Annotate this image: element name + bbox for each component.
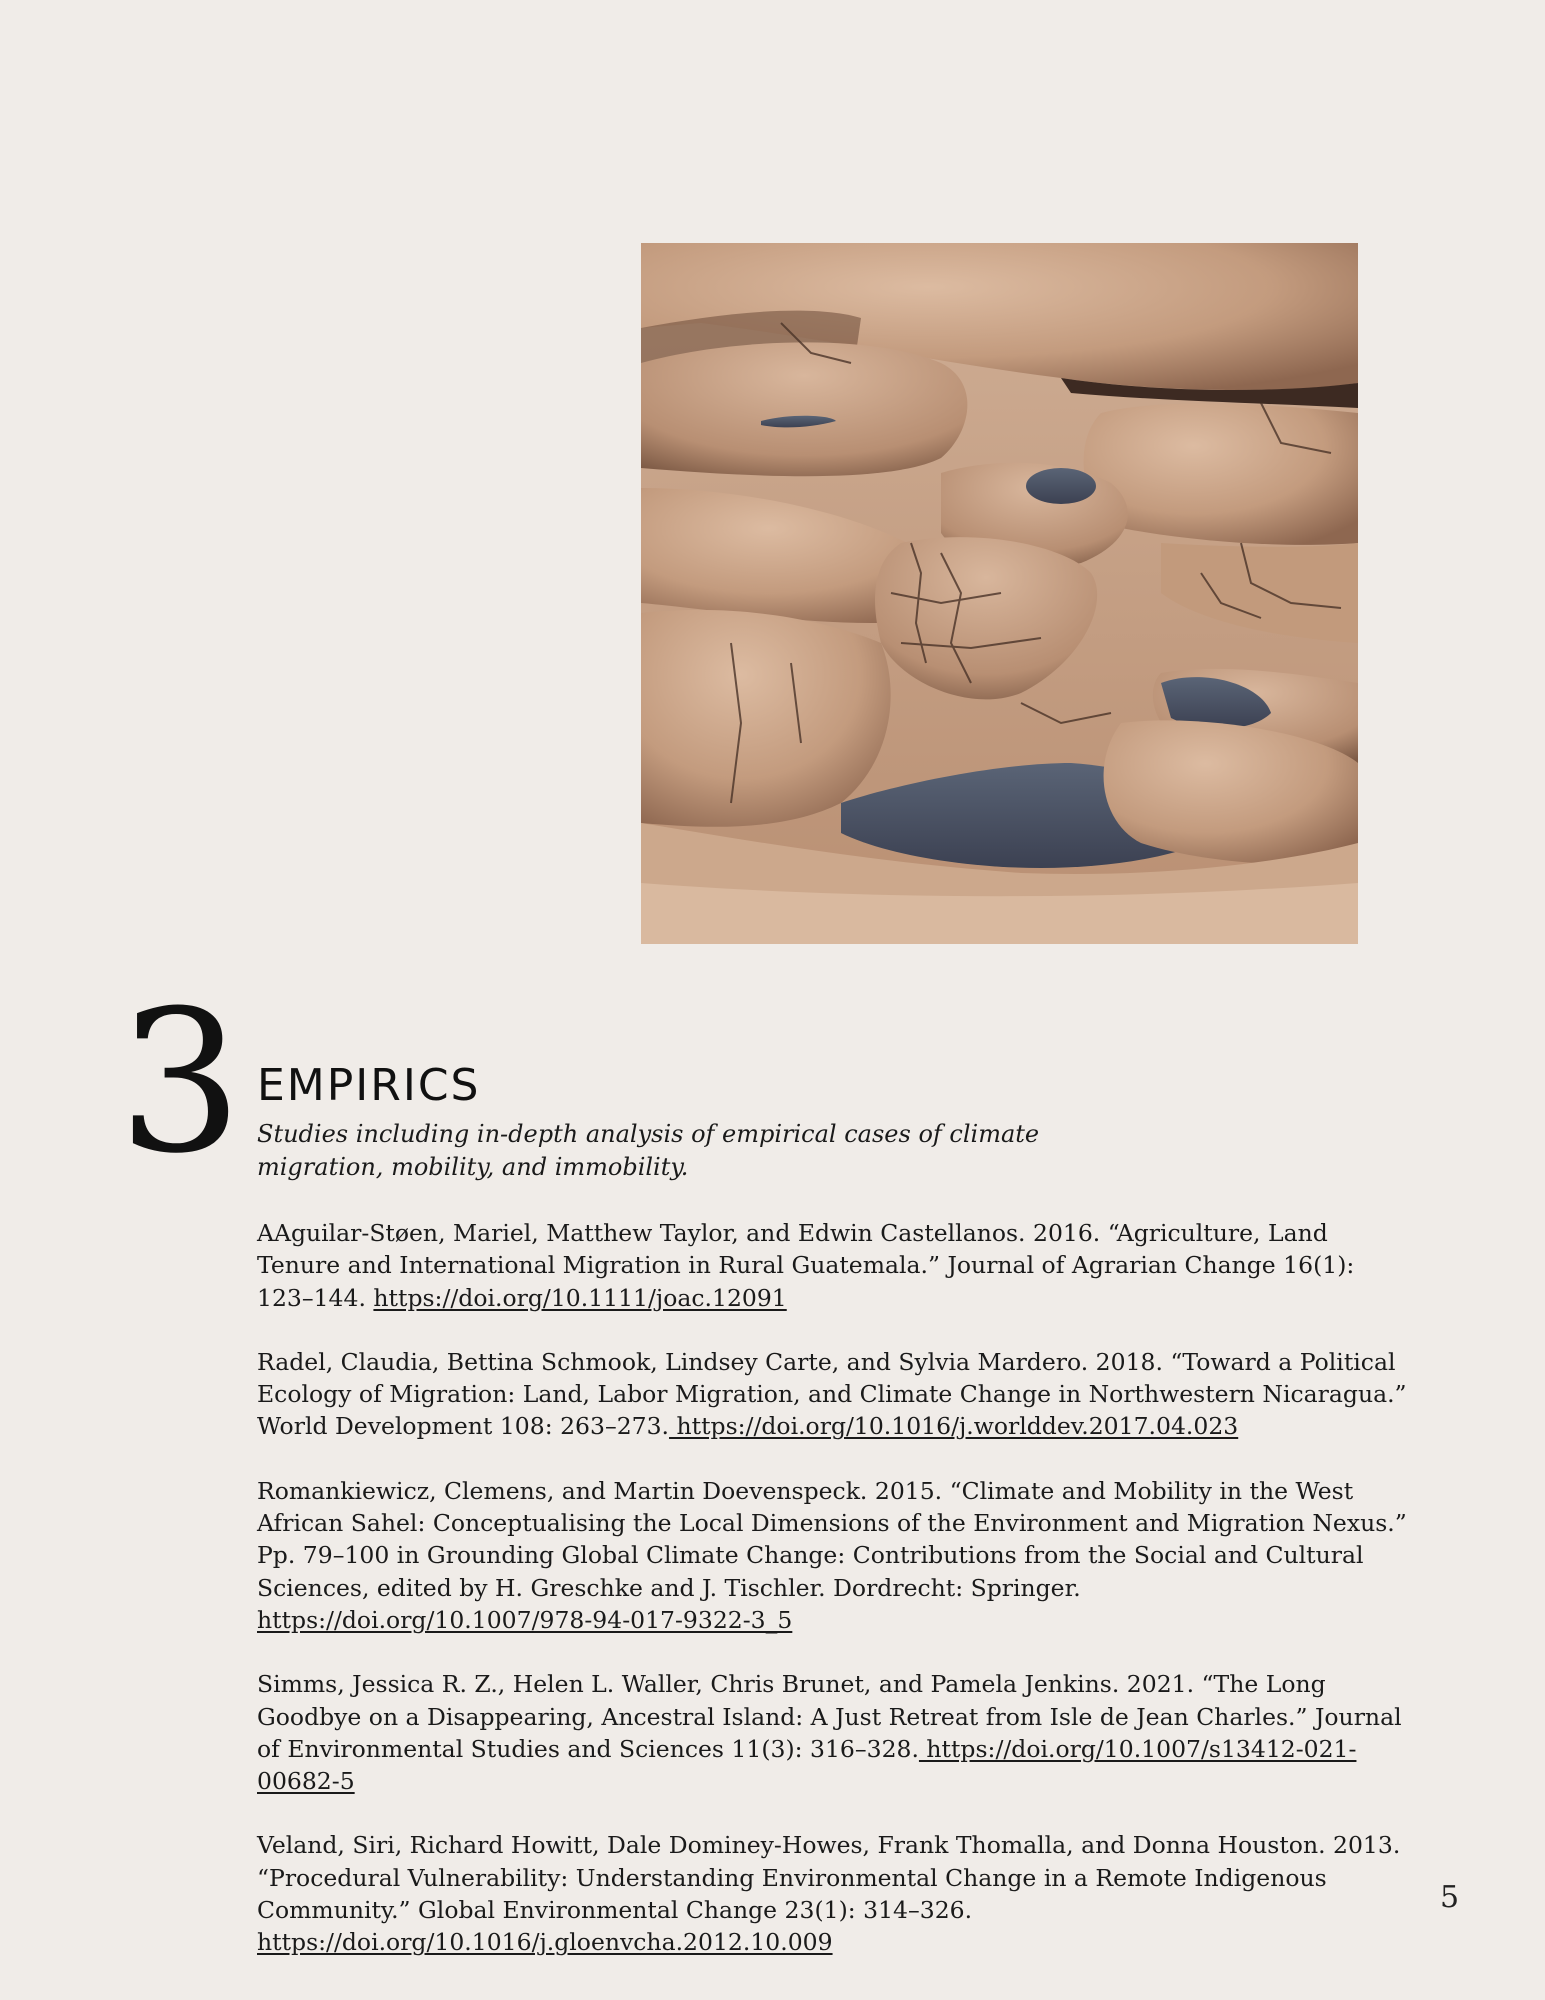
reference-list — [257, 1217, 1417, 1959]
reference-item — [257, 1475, 1417, 1636]
reference-text: Radel, Claudia, Bettina Schmook, Lindsey Carte, and Sylvia Mardero. 2018. “Toward a Political Ecology of Migration: Land, Labor Migration, and Climate Change in Northwestern Nicaragua.” World Development 108: 263–273. — [257, 1347, 1407, 1441]
page-number: 5 — [1440, 1880, 1460, 1915]
doi-link[interactable]: https://doi.org/10.1007/s13412-021-00682-5 — [257, 1734, 1357, 1796]
section-content — [257, 1060, 1417, 1991]
reference-text: Simms, Jessica R. Z., Helen L. Waller, Chris Brunet, and Pamela Jenkins. 2021. “The Long Goodbye on a Disappearing, Ancestral Island: A Just Retreat from Isle de Jean Charles.” Journal of Environmental Studies and Sciences 11(3): 316–328. — [257, 1670, 1402, 1763]
section-number: 3 — [118, 969, 239, 1197]
doi-link[interactable]: https://doi.org/10.1016/j.gloenvcha.2012.10.009 — [257, 1928, 833, 1957]
section-subtitle: Studies including in-depth analysis of empirical cases of climate migration, mobility, and immobility. — [257, 1120, 1040, 1181]
reference-text: Romankiewicz, Clemens, and Martin Doevenspeck. 2015. “Climate and Mobility in the West African Sahel: Conceptualising the Local Dimensions of the Environment and Migration Nexus.” Pp. 79–100 in Grounding Global Climate Change: Contributions from the Social and Cultural Sciences, edited by H. Greschke and J. Tischler. Dordrecht: Springer. — [257, 1476, 1407, 1602]
reference-text: AAguilar-Støen, Mariel, Matthew Taylor, and Edwin Castellanos. 2016. “Agriculture, Land Tenure and International Migration in Rural Guatemala.” Journal of Agrarian Change 16(1): 123–144. — [257, 1219, 1355, 1312]
reference-item — [257, 1346, 1417, 1443]
doi-link[interactable]: https://doi.org/10.1016/j.worlddev.2017.04.023 — [669, 1412, 1239, 1441]
reference-item — [257, 1829, 1417, 1958]
reference-item — [257, 1668, 1417, 1797]
rock-landscape-photo — [641, 243, 1358, 944]
doi-link[interactable]: https://doi.org/10.1007/978-94-017-9322-3_5 — [257, 1605, 793, 1634]
reference-item — [257, 1217, 1417, 1314]
section-title: EMPIRICS — [257, 1060, 481, 1111]
doi-link[interactable]: https://doi.org/10.1111/joac.12091 — [373, 1283, 787, 1312]
reference-text: Veland, Siri, Richard Howitt, Dale Dominey-Howes, Frank Thomalla, and Donna Houston. 2013. “Procedural Vulnerability: Understanding Environmental Change in a Remote Indigenous Community.” Global Environmental Change 23(1): 314–326. — [257, 1831, 1401, 1925]
